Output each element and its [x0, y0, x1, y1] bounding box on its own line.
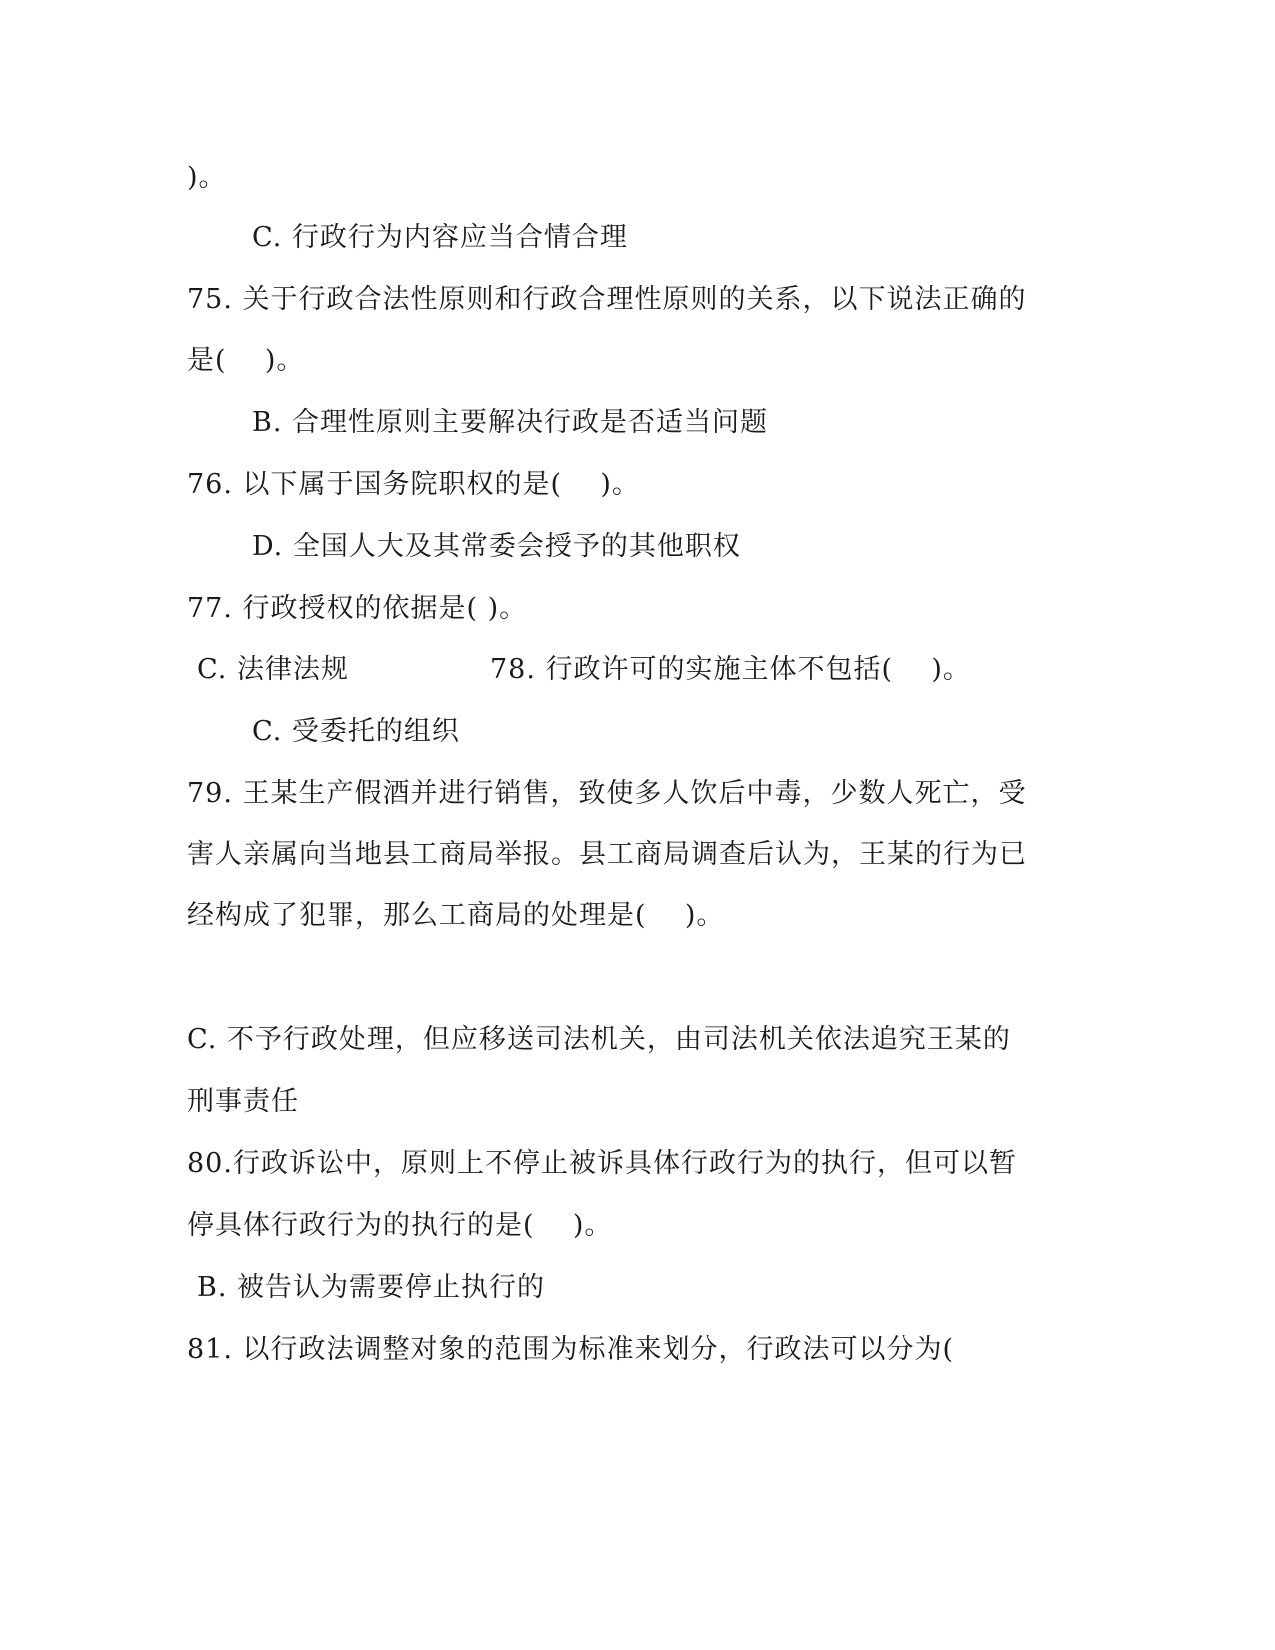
text-line-15: C. 不予行政处理，但应移送司法机关，由司法机关依法追究王某的	[187, 1024, 1011, 1055]
text-line-14: 经构成了犯罪，那么工商局的处理是( )。	[187, 900, 725, 931]
text-line-11: C. 受委托的组织	[252, 716, 460, 747]
text-line-18: 停具体行政行为的执行的是( )。	[187, 1210, 613, 1241]
text-line-12: 79. 王某生产假酒并进行销售，致使多人饮后中毒，少数人死亡，受	[187, 778, 1027, 809]
text-line-8: 77. 行政授权的依据是( )。	[187, 593, 528, 624]
text-line-2: C. 行政行为内容应当合情合理	[252, 222, 628, 253]
text-line-13: 害人亲属向当地县工商局举报。县工商局调查后认为，王某的行为已	[187, 839, 1027, 870]
text-line-3: 75. 关于行政合法性原则和行政合理性原则的关系，以下说法正确的	[187, 284, 1027, 315]
text-line-16: 刑事责任	[187, 1086, 299, 1117]
text-line-4: 是( )。	[187, 345, 305, 376]
text-line-20: 81. 以行政法调整对象的范围为标准来划分，行政法可以分为(	[187, 1334, 955, 1365]
text-line-7: D. 全国人大及其常委会授予的其他职权	[252, 531, 741, 562]
text-line-17: 80.行政诉讼中，原则上不停止被诉具体行政行为的执行，但可以暂	[187, 1148, 1017, 1179]
text-line-6: 76. 以下属于国务院职权的是( )。	[187, 469, 640, 500]
text-line-1: )。	[187, 162, 227, 193]
text-line-5: B. 合理性原则主要解决行政是否适当问题	[252, 407, 769, 438]
text-line-10: 78. 行政许可的实施主体不包括( )。	[490, 654, 971, 685]
text-line-9: C. 法律法规	[197, 654, 349, 685]
text-line-19: B. 被告认为需要停止执行的	[197, 1272, 546, 1303]
